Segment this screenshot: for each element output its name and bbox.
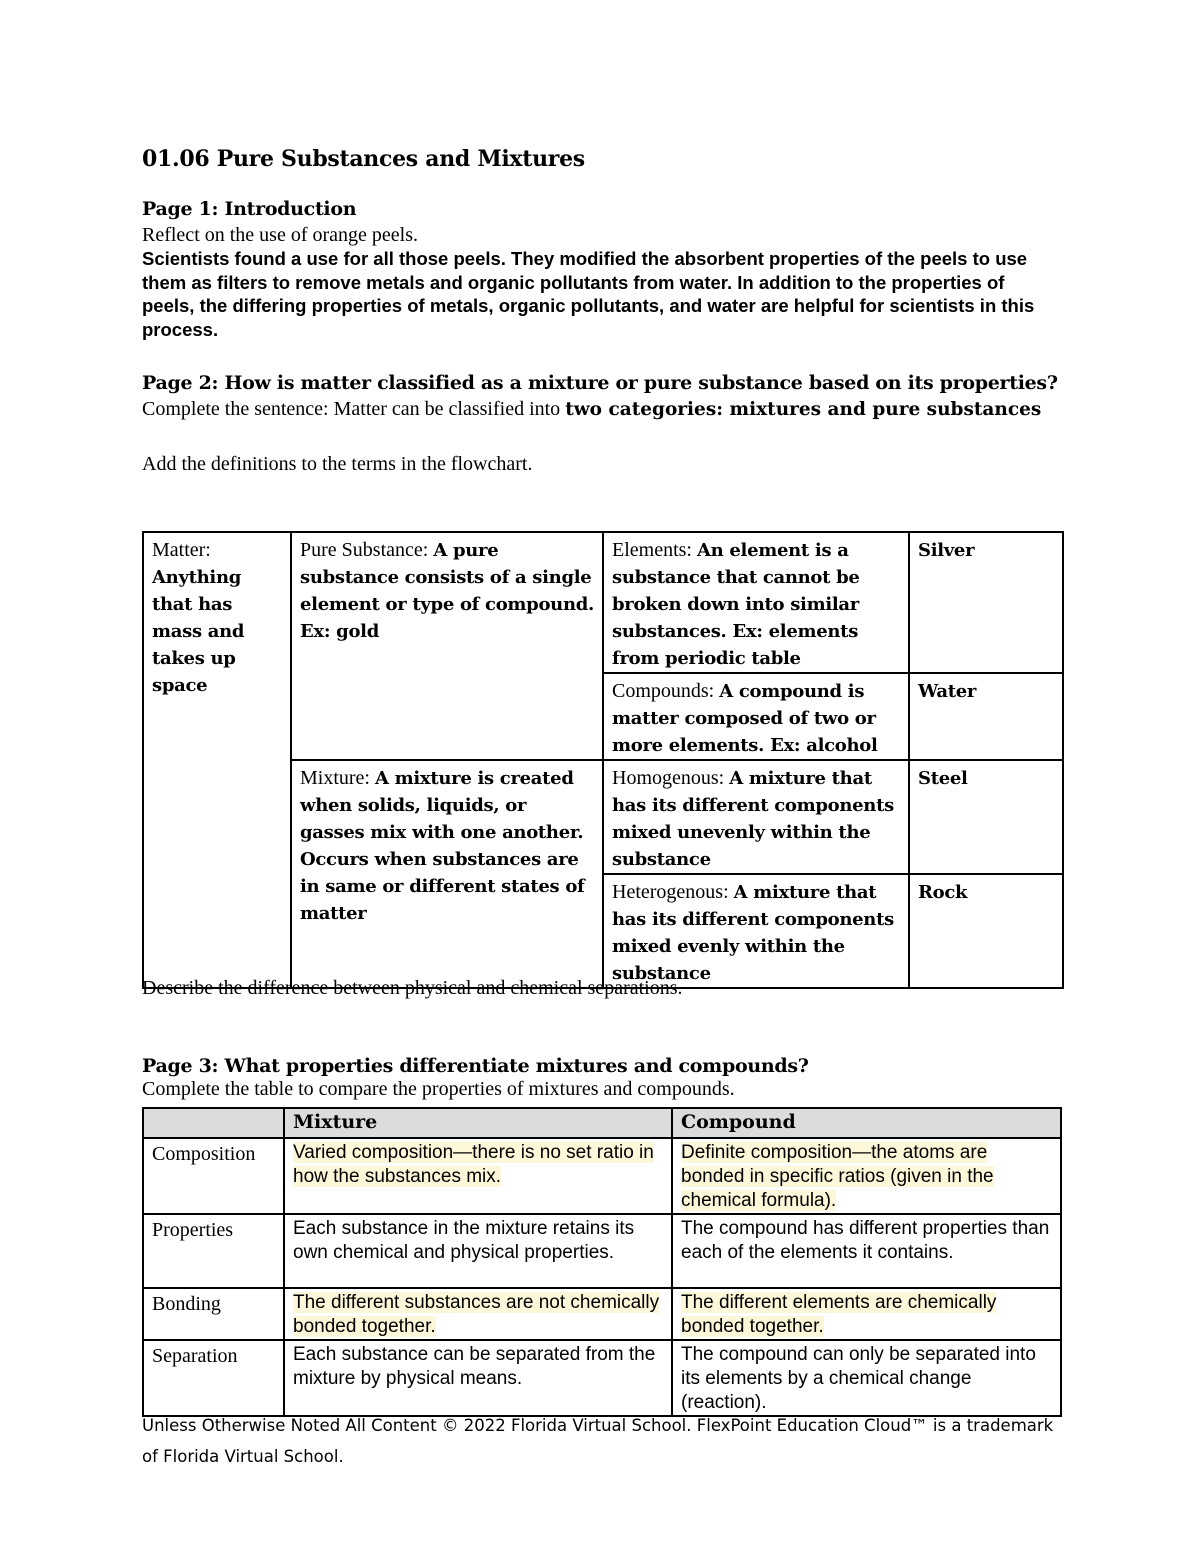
composition-compound-text: Definite composition—the atoms are bonded in specific ratios (given in the chemical formula). [681, 1142, 994, 1211]
separation-prompt: Describe the difference between physical and chemical separations. [142, 977, 683, 999]
page1-answer: Scientists found a use for all those peels. They modified the absorbent properties of the peels to use them as filters to remove metals and organic pollutants from water. In addition to the properties of peels, the differing properties of metals, organic pollutants, and water are helpful for scientists in this process. [142, 248, 1035, 340]
homogenous-definition: A mixture that has its different components mixed unevenly within the substance [612, 768, 894, 870]
properties-mixture: Each substance in the mixture retains its own chemical and physical properties. [284, 1214, 672, 1288]
table-row [143, 1214, 1061, 1288]
row-label-separation: Separation [143, 1340, 284, 1416]
mixture-label: Mixture: [300, 767, 375, 789]
sentence-answer: two categories: mixtures and pure substances [565, 399, 1042, 420]
page1-section [142, 198, 1062, 341]
matter-label: Matter: [152, 539, 211, 561]
page1-prompt: Reflect on the use of orange peels. [142, 224, 419, 246]
heterogenous-example-cell [909, 874, 1063, 988]
row-label-bonding: Bonding [143, 1288, 284, 1340]
composition-compound [672, 1138, 1061, 1214]
elements-example-cell [909, 532, 1063, 673]
row-label-properties: Properties [143, 1214, 284, 1288]
homogenous-cell [603, 760, 909, 874]
elements-example: Silver [918, 540, 975, 561]
header-compound: Compound [672, 1108, 1061, 1138]
table-row [143, 1138, 1061, 1214]
compounds-example-cell [909, 673, 1063, 760]
table-row [143, 1288, 1061, 1340]
compounds-definition: A compound is matter composed of two or more elements. Ex: alcohol [612, 681, 878, 756]
pure-substance-definition: A pure substance consists of a single element or type of compound. Ex: gold [300, 540, 594, 642]
page3-heading: Page 3: What properties differentiate mixtures and compounds? [142, 1055, 809, 1077]
properties-compound: The compound has different properties than each of the elements it contains. [672, 1214, 1061, 1288]
matter-cell [143, 532, 291, 988]
flowchart-prompt: Add the definitions to the terms in the flowchart. [142, 453, 533, 475]
heterogenous-label: Heterogenous: [612, 881, 734, 903]
page3-prompt: Complete the table to compare the properties of mixtures and compounds. [142, 1078, 735, 1100]
page2-heading: Page 2: How is matter classified as a mixture or pure substance based on its properties? [142, 372, 1058, 394]
document-title: 01.06 Pure Substances and Mixtures [142, 146, 585, 172]
page3-section [142, 1055, 1062, 1101]
homogenous-example: Steel [918, 768, 968, 789]
compounds-cell [603, 673, 909, 760]
page-footer: Unless Otherwise Noted All Content © 2022 Florida Virtual School. FlexPoint Education Cloud™ is a trademark of Florida Virtual School. [142, 1416, 1054, 1466]
matter-definition: Anything that has mass and takes up space [152, 567, 245, 696]
compounds-label: Compounds: [612, 680, 720, 702]
sentence-prompt: Complete the sentence: Matter can be classified into [142, 398, 566, 420]
header-mixture: Mixture [284, 1108, 672, 1138]
row-label-composition: Composition [143, 1138, 284, 1214]
page2-section [142, 372, 1062, 476]
homogenous-label: Homogenous: [612, 767, 730, 789]
separation-compound: The compound can only be separated into its elements by a chemical change (reaction). [672, 1340, 1061, 1416]
flowchart-table [142, 531, 1064, 989]
pure-substance-cell [291, 532, 603, 760]
page1-heading: Page 1: Introduction [142, 198, 357, 220]
table-row [143, 1340, 1061, 1416]
elements-cell [603, 532, 909, 673]
compounds-example: Water [918, 681, 977, 702]
pure-substance-label: Pure Substance: [300, 539, 434, 561]
elements-definition: An element is a substance that cannot be broken down into similar substances. Ex: elements from periodic table [612, 540, 860, 669]
comparison-header-row [143, 1108, 1061, 1138]
heterogenous-example: Rock [918, 882, 968, 903]
comparison-table [142, 1107, 1062, 1417]
bonding-mixture [284, 1288, 672, 1340]
separation-mixture: Each substance can be separated from the mixture by physical means. [284, 1340, 672, 1416]
page2-sentence [142, 396, 1062, 424]
bonding-compound-text: The different elements are chemically bonded together. [681, 1292, 997, 1337]
heterogenous-cell [603, 874, 909, 988]
composition-mixture [284, 1138, 672, 1214]
heterogenous-definition: A mixture that has its different components mixed evenly within the substance [612, 882, 894, 984]
composition-mixture-text: Varied composition—there is no set ratio in how the substances mix. [293, 1142, 654, 1187]
elements-label: Elements: [612, 539, 697, 561]
bonding-mixture-text: The different substances are not chemically bonded together. [293, 1292, 660, 1337]
header-blank [143, 1108, 284, 1138]
bonding-compound [672, 1288, 1061, 1340]
mixture-definition: A mixture is created when solids, liquids, or gasses mix with one another. Occurs when substances are in same or different states of matter [300, 768, 585, 924]
mixture-cell [291, 760, 603, 988]
homogenous-example-cell [909, 760, 1063, 874]
